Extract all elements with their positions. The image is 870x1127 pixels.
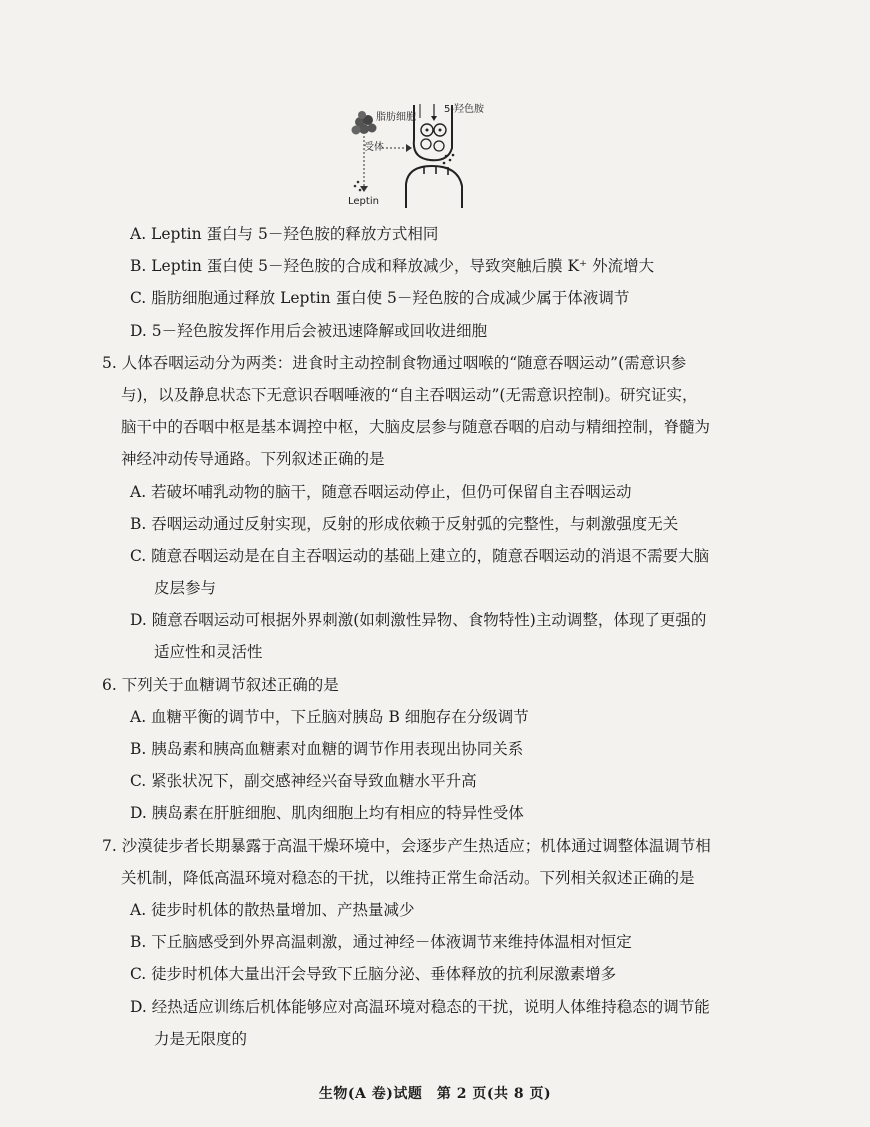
q4-option-c: C. 脂肪细胞通过释放 Leptin 蛋白使 5－羟色胺的合成减少属于体液调节 (130, 289, 630, 308)
q4-option-d: D. 5－羟色胺发挥作用后会被迅速降解或回收进细胞 (130, 321, 488, 340)
q5-option-b: B. 吞咽运动通过反射实现，反射的形成依赖于反射弧的完整性，与刺激强度无关 (130, 514, 679, 533)
q4-option-a: A. Leptin 蛋白与 5－羟色胺的释放方式相同 (130, 225, 439, 243)
synapse-diagram (340, 100, 490, 212)
q5-stem-line-1: 5. 人体吞咽运动分为两类：进食时主动控制食物通过咽喉的“随意吞咽运动”(需意识参 (102, 353, 687, 372)
q5-option-d: D. 随意吞咽运动可根据外界刺激(如刺激性异物、食物特性)主动调整，体现了更强的 (130, 611, 707, 630)
arrow-down-icon (360, 186, 368, 192)
q5-option-c: C. 随意吞咽运动是在自主吞咽运动的基础上建立的，随意吞咽运动的消退不需要大脑 (130, 546, 710, 565)
q7-option-a: A. 徒步时机体的散热量增加、产热量减少 (130, 900, 415, 919)
question-content (102, 218, 802, 1055)
q6-option-b: B. 胰岛素和胰高血糖素对血糖的调节作用表现出协同关系 (130, 740, 524, 758)
q5-stem-line-3: 脑干中的吞咽中枢是基本调控中枢，大脑皮层参与随意吞咽的启动与精细控制，脊髓为 (121, 418, 711, 437)
q7-option-d-cont: 力是无限度的 (154, 1029, 248, 1048)
q7-stem-line-2: 关机制，降低高温环境对稳态的干扰，以维持正常生命活动。下列相关叙述正确的是 (121, 868, 695, 887)
q7-option-b: B. 下丘脑感受到外界高温刺激，通过神经－体液调节来维持体温相对恒定 (130, 933, 632, 952)
fat-cell-label: 脂肪细胞 (376, 112, 416, 123)
q6-option-a: A. 血糖平衡的调节中，下丘脑对胰岛 B 细胞存在分级调节 (130, 707, 529, 726)
q5-stem-line-4: 神经冲动传导通路。下列叙述正确的是 (121, 450, 385, 469)
q6-option-c: C. 紧张状况下，副交感神经兴奋导致血糖水平升高 (130, 772, 477, 791)
q6-option-d: D. 胰岛素在肝脏细胞、肌肉细胞上均有相应的特异性受体 (130, 804, 524, 823)
postsynaptic-membrane (406, 166, 462, 208)
arrow-right-icon (406, 144, 412, 152)
page-footer: 生物(A 卷)试题 第 2 页(共 8 页) (318, 1086, 552, 1102)
q4-option-b: B. Leptin 蛋白使 5－羟色胺的合成和释放减少，导致突触后膜 K⁺ 外流增大 (130, 257, 655, 276)
q6-stem: 6. 下列关于血糖调节叙述正确的是 (102, 675, 339, 694)
serotonin-label: 5-羟色胺 (444, 104, 484, 115)
receptor-label: 受体 (364, 142, 384, 153)
q7-stem-line-1: 7. 沙漠徒步者长期暴露于高温干燥环境中，会逐步产生热适应；机体通过调整体温调节相 (102, 836, 711, 855)
q7-option-c: C. 徒步时机体大量出汗会导致下丘脑分泌、垂体释放的抗利尿激素增多 (130, 965, 617, 984)
q5-stem-line-2: 与)，以及静息状态下无意识吞咽唾液的“自主吞咽运动”(无需意识控制)。研究证实， (121, 385, 698, 404)
q7-option-d: D. 经热适应训练后机体能够应对高温环境对稳态的干扰，说明人体维持稳态的调节能 (130, 997, 710, 1016)
q5-option-c-cont: 皮层参与 (154, 579, 217, 598)
leptin-label: Leptin (348, 196, 379, 207)
fat-cell-icon (352, 111, 377, 135)
q5-option-a: A. 若破坏哺乳动物的脑干，随意吞咽运动停止，但仍可保留自主吞咽运动 (130, 482, 632, 501)
q5-option-d-cont: 适应性和灵活性 (154, 643, 263, 662)
